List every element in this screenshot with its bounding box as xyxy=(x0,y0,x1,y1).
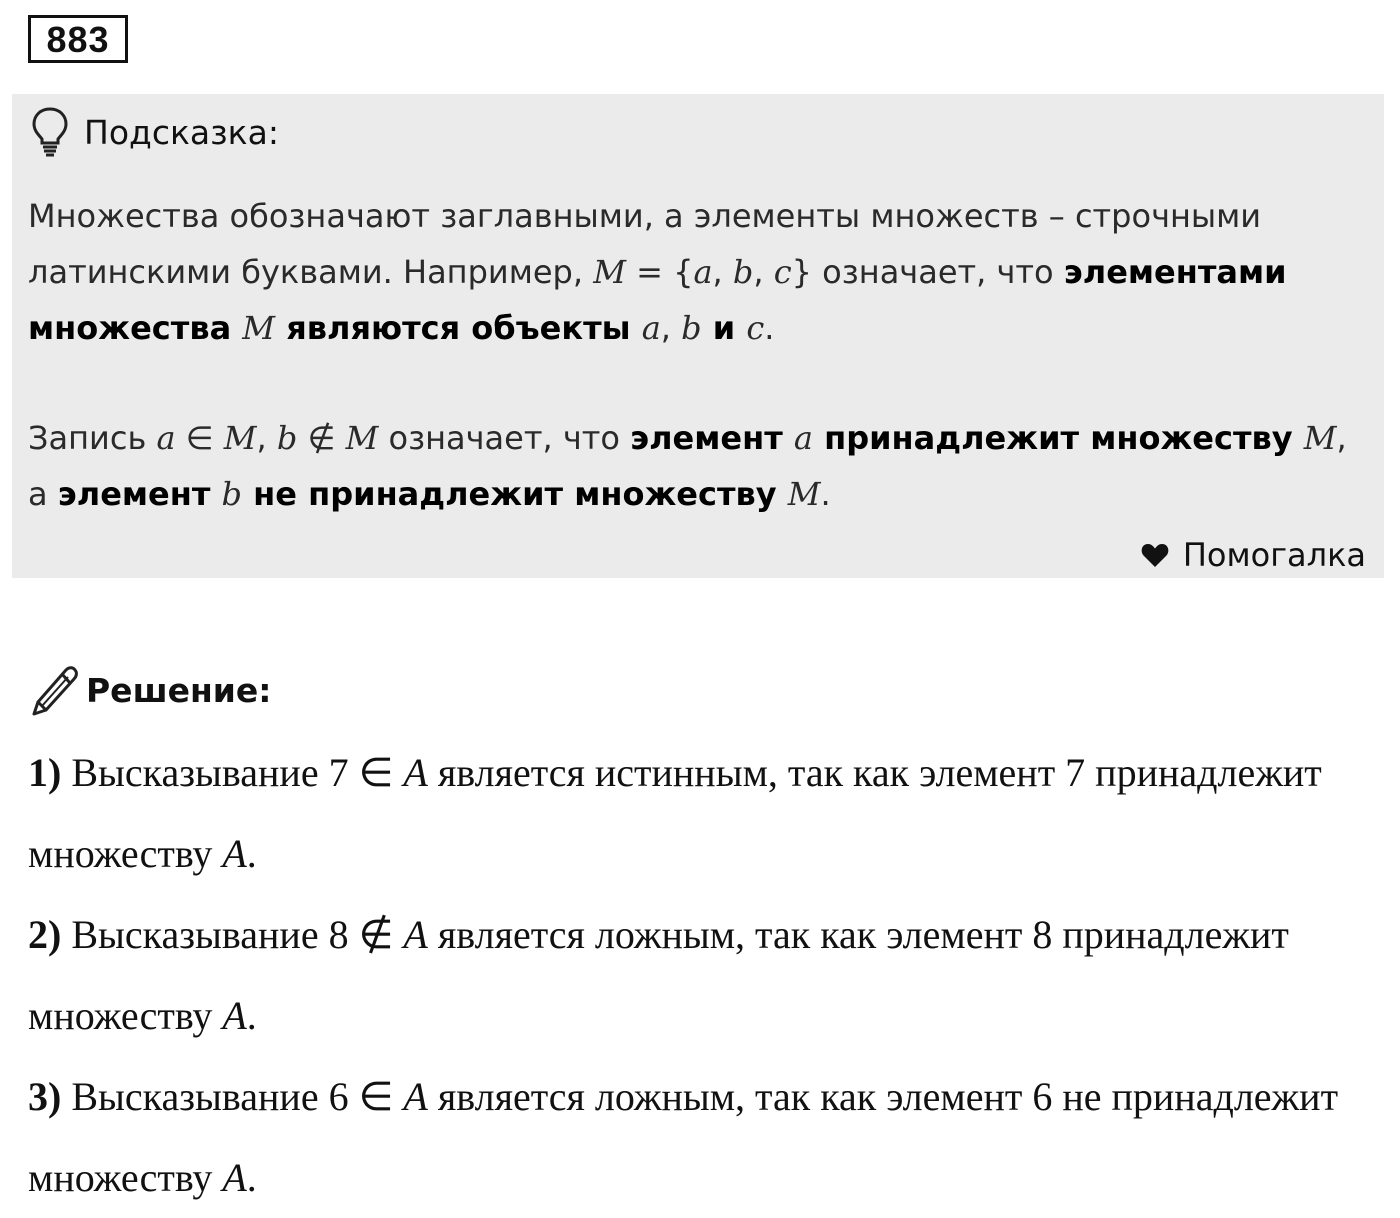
solution-title: Решение: xyxy=(86,670,272,710)
solution-item: 1) Высказывание 7 ∈ A является истинным, так как элемент 7 принадлежит множеству A. xyxy=(28,750,1322,876)
heart-icon xyxy=(1141,542,1169,568)
solution-item: 2) Высказывание 8 ∉ A является ложным, так как элемент 8 принадлежит множеству A. xyxy=(28,912,1289,1038)
brand-label xyxy=(1141,536,1366,574)
lightbulb-icon xyxy=(30,106,70,158)
hint-title: Подсказка: xyxy=(84,112,279,152)
hint-paragraph-membership: Запись a ∈ M, b ∉ M означает, что элемент a принадлежит множеству M, а элемент b не принадлежит множеству M. xyxy=(28,419,1347,513)
task-number: 883 xyxy=(28,15,128,63)
hint-box xyxy=(12,94,1384,578)
brand-name: Помогалка xyxy=(1182,536,1366,574)
solution-header xyxy=(28,660,272,720)
solution-item: 3) Высказывание 6 ∈ A является ложным, так как элемент 6 не принадлежит множеству A. xyxy=(28,1074,1339,1200)
hint-header xyxy=(30,104,279,160)
solution-body xyxy=(28,732,1368,1218)
pencil-icon xyxy=(28,662,80,718)
hint-paragraph-definition: Множества обозначают заглавными, а элементы множеств – строчными латинскими буквами. Например, M = {a, b, c} означает, что элементами множества M являются объекты a, b и c. xyxy=(28,197,1287,347)
